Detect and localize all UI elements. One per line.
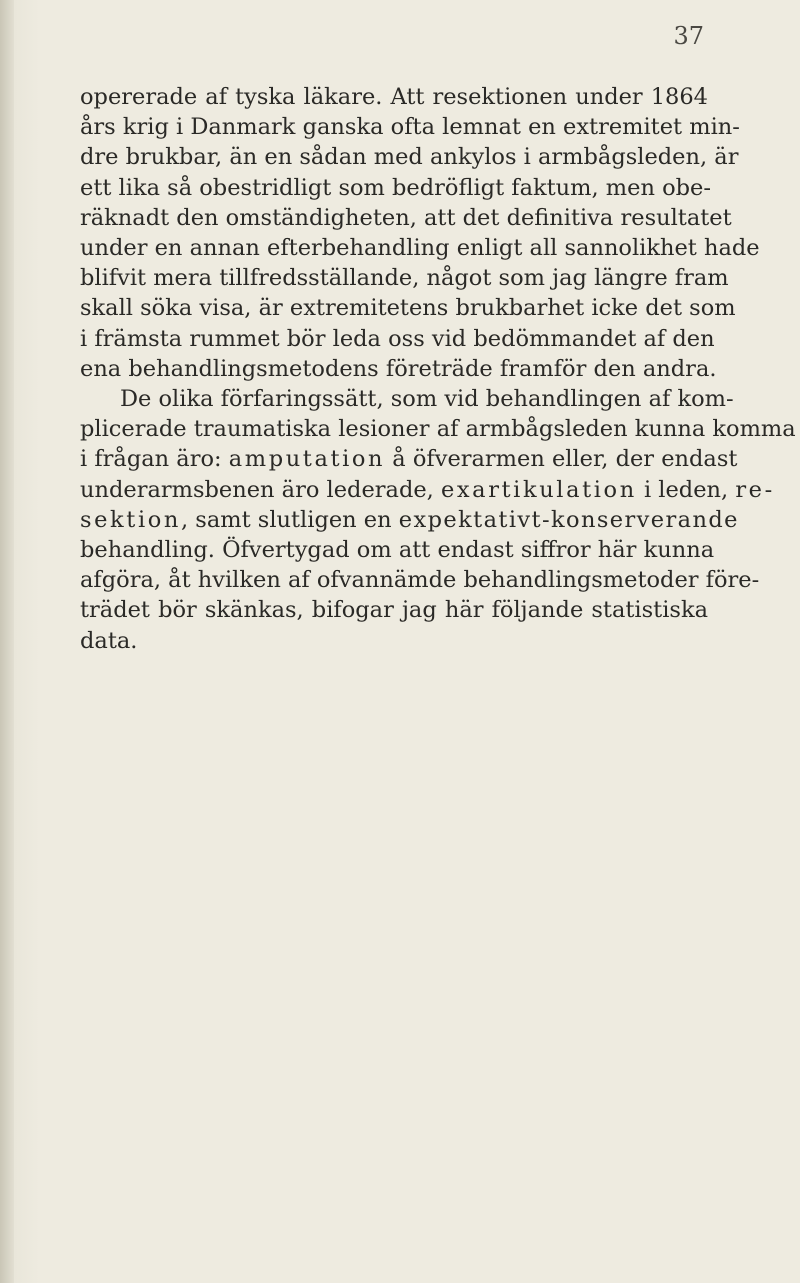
text-run: , samt slutligen en: [180, 506, 399, 533]
spaced-term-amputation: amputation: [228, 446, 386, 473]
text-line: ett lika så obestridligt som bedröfligt faktum, men obe-: [80, 174, 711, 201]
text-line: skall söka visa, är extremitetens brukbarhet icke det som: [80, 295, 736, 322]
text-line: under en annan efterbehandling enligt all sannolikhet hade: [80, 235, 760, 262]
text-line: ena behandlingsmetodens företräde framför den andra.: [80, 355, 717, 382]
text-line: behandling. Öfvertygad om att endast siffror här kunna: [80, 537, 715, 564]
text-line: afgöra, åt hvilken af ofvannämde behandlingsmetoder före-: [80, 567, 760, 594]
text-line: dre brukbar, än en sådan med ankylos i armbågsleden, är: [80, 144, 739, 171]
text-line: [80, 505, 739, 535]
text-run: å öfverarmen eller, der endast: [385, 446, 738, 473]
text-run: i leden,: [636, 476, 736, 503]
text-line: data.: [80, 627, 138, 654]
text-run: underarmsbenen äro lederade,: [80, 476, 441, 503]
text-line: plicerade traumatiska lesioner af armbågsleden kunna komma: [80, 416, 796, 443]
text-line: i främsta rummet bör leda oss vid bedömmandet af den: [80, 325, 715, 352]
page-number: 37: [673, 22, 704, 50]
spaced-term-sektion: sektion: [80, 506, 181, 533]
text-line: [80, 475, 775, 505]
text-line: opererade af tyska läkare. Att resektionen under 1864: [80, 84, 708, 110]
text-line: räknadt den omständigheten, att det definitiva resultatet: [80, 204, 732, 231]
text-line: års krig i Danmark ganska ofta lemnat en extremitet min-: [80, 114, 740, 141]
text-line: trädet bör skänkas, bifogar jag här följande statistiska: [80, 597, 708, 624]
text-line: [80, 444, 738, 474]
spaced-term-exartikulation: exartikulation: [440, 476, 637, 503]
paragraph-start-line: De olika förfaringssätt, som vid behandlingen af kom-: [120, 386, 734, 413]
text-run: i frågan äro:: [80, 446, 229, 473]
text-line: blifvit mera tillfredsställande, något som jag längre fram: [80, 265, 729, 292]
page-edge: [0, 0, 14, 1283]
spaced-term-resektion-part: re-: [735, 476, 775, 503]
body-text: [80, 82, 796, 656]
spaced-term-expektativt: expektativt-konserverande: [398, 506, 739, 533]
